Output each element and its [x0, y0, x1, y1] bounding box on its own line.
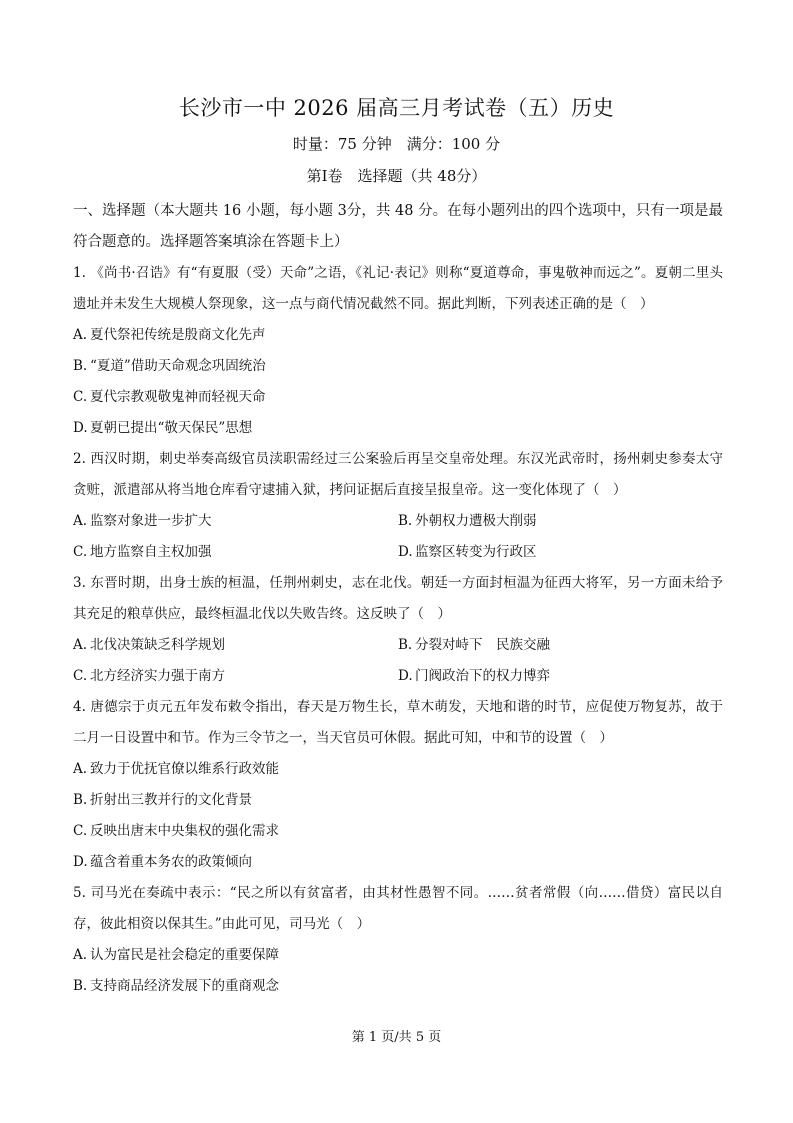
option-list	[73, 754, 723, 878]
option-letter: D.	[398, 544, 413, 560]
option-text: 监察区转变为行政区	[415, 544, 537, 560]
option-letter: C.	[73, 389, 88, 405]
time-and-score: 时量：75 分钟 满分：100 分	[292, 135, 501, 153]
option-d	[73, 413, 723, 444]
option-list	[73, 320, 723, 444]
option-text: 认为富民是社会稳定的重要保障	[90, 947, 279, 963]
option-text: 折射出三教并行的文化背景	[90, 792, 252, 808]
question-stem: 3. 东晋时期，出身士族的桓温，任荆州刺史，志在北伐。朝廷一方面封桓温为征西大将军，另一方面未给予其充足的粮草供应，最终桓温北伐以失败告终。这反映了（ ）	[73, 575, 723, 622]
question-stem: 5. 司马光在奏疏中表示：“民之所以有贫富者，由其材性愚智不同。……贫者常假（向……借贷）富民以自存，彼此相资以保其生。”由此可见，司马光（ ）	[73, 885, 723, 932]
option-list	[73, 630, 723, 692]
option-d	[398, 661, 723, 692]
option-list	[73, 506, 723, 568]
option-letter: B.	[73, 792, 88, 808]
option-b	[73, 351, 723, 382]
option-letter: A.	[73, 513, 88, 529]
option-a	[73, 630, 398, 661]
option-letter: C.	[73, 823, 88, 839]
question-3	[73, 568, 723, 692]
option-letter: D.	[73, 420, 88, 436]
part-title: 第Ⅰ卷 选择题（共 48分）	[306, 167, 487, 185]
option-text: 反映出唐末中央集权的强化需求	[90, 823, 279, 839]
option-row	[73, 537, 723, 568]
option-text: 夏代宗教观敬鬼神而轻视天命	[90, 389, 266, 405]
option-b	[73, 785, 723, 816]
option-text: 夏朝已提出“敬天保民”思想	[90, 420, 253, 436]
option-c	[73, 382, 723, 413]
option-c	[73, 537, 398, 568]
option-letter: B.	[398, 513, 413, 529]
option-letter: A.	[73, 947, 88, 963]
option-text: 致力于优抚官僚以维系行政效能	[90, 761, 279, 777]
option-letter: B.	[398, 637, 413, 653]
option-row	[73, 506, 723, 537]
exam-content	[73, 196, 723, 1002]
question-5	[73, 878, 723, 1002]
option-text: 门阀政治下的权力博弈	[415, 668, 550, 684]
option-text: 北方经济实力强于南方	[90, 668, 225, 684]
question-stem: 1. 《尚书·召诰》有“有夏服（受）天命”之语，《礼记·表记》则称“夏道尊命，事鬼敬神而远之”。夏朝二里头遗址并未发生大规模人祭现象，这一点与商代情况截然不同。据此判断，下列表述正确的是（ ）	[73, 265, 723, 312]
option-letter: D.	[73, 854, 88, 870]
option-c	[73, 816, 723, 847]
option-a	[73, 940, 723, 971]
exam-title: 长沙市一中 2026 届高三月考试卷（五）历史	[178, 96, 615, 120]
option-list	[73, 940, 723, 1002]
question-stem: 2. 西汉时期，刺史举奏高级官员渎职需经过三公案验后再呈交皇帝处理。东汉光武帝时，扬州刺史参奏太守贪赃，派遣部从将当地仓库看守逮捕入狱，拷问证据后直接呈报皇帝。这一变化体现了（ ）	[73, 451, 723, 498]
question-1	[73, 258, 723, 444]
option-text: 支持商品经济发展下的重商观念	[90, 978, 279, 994]
option-text: “夏道”借助天命观念巩固统治	[90, 358, 266, 374]
option-text: 夏代祭祀传统是殷商文化先声	[90, 327, 266, 343]
option-letter: A.	[73, 327, 88, 343]
question-4	[73, 692, 723, 878]
option-text: 蕴含着重本务农的政策倾向	[90, 854, 252, 870]
option-c	[73, 661, 398, 692]
option-b	[73, 971, 723, 1002]
option-letter: D.	[398, 668, 413, 684]
option-letter: C.	[73, 668, 88, 684]
option-text: 分裂对峙下 民族交融	[415, 637, 550, 653]
option-d	[398, 537, 723, 568]
option-text: 地方监察自主权加强	[90, 544, 212, 560]
option-letter: A.	[73, 761, 88, 777]
option-letter: B.	[73, 358, 88, 374]
option-letter: B.	[73, 978, 88, 994]
section-instructions: 一、选择题（本大题共 16 小题，每小题 3分，共 48 分。在每小题列出的四个选项中，只有一项是最符合题意的。选择题答案填涂在答题卡上）	[73, 203, 723, 250]
option-text: 北伐决策缺乏科学规划	[90, 637, 225, 653]
option-letter: A.	[73, 637, 88, 653]
option-a	[73, 506, 398, 537]
option-row	[73, 630, 723, 661]
option-b	[398, 630, 723, 661]
option-text: 监察对象进一步扩大	[90, 513, 212, 529]
question-2	[73, 444, 723, 568]
option-a	[73, 320, 723, 351]
page-footer: 第 1 页/共 5 页	[351, 1030, 442, 1045]
option-text: 外朝权力遭极大削弱	[415, 513, 537, 529]
question-stem: 4. 唐德宗于贞元五年发布敕令指出，春天是万物生长，草木萌发，天地和谐的时节，应促使万物复苏，故于二月一日设置中和节。作为三令节之一，当天官员可休假。据此可知，中和节的设置（ ）	[73, 699, 723, 746]
option-d	[73, 847, 723, 878]
option-b	[398, 506, 723, 537]
option-row	[73, 661, 723, 692]
option-a	[73, 754, 723, 785]
option-letter: C.	[73, 544, 88, 560]
